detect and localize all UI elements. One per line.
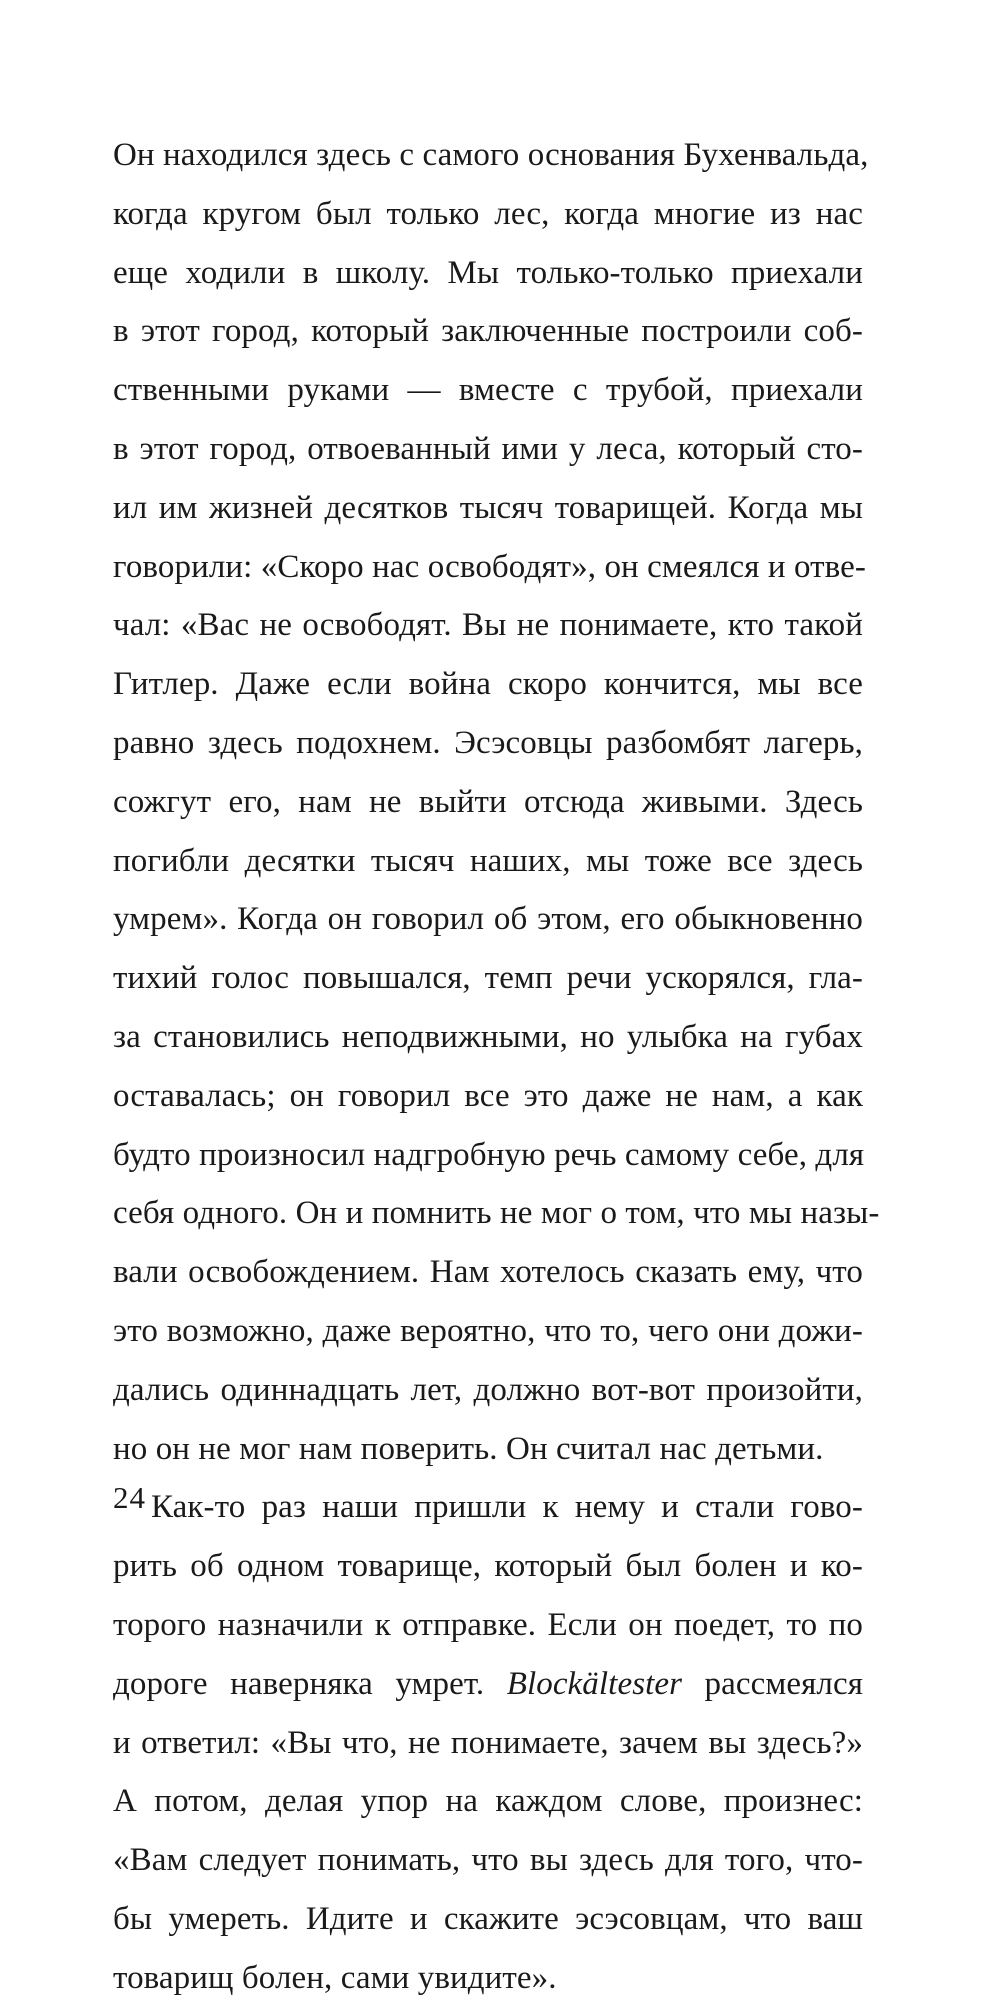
text-line: погибли десятки тысяч наших, мы тоже все здесь <box>113 842 863 879</box>
text-fragment: дороге наверняка умрет. <box>113 1665 507 1702</box>
text-line: тихий голос повышался, темп речи ускорялся, гла- <box>113 960 863 997</box>
text-line: Гитлер. Даже если война скоро кончится, мы все <box>113 666 863 703</box>
text-line: в этот город, отвоеванный ими у леса, который сто- <box>113 430 863 467</box>
text-line: себя одного. Он и помнить не мог о том, что мы назы- <box>113 1195 880 1232</box>
text-line: Он находился здесь с самого основания Бухенвальда, <box>113 137 869 173</box>
text-line-with-foreign-word <box>113 1655 863 1714</box>
text-line: товарищ болен, сами увидите». <box>113 1959 557 1996</box>
paragraph-2 <box>113 1478 863 2007</box>
text-line: оставалась; он говорил все это даже не нам, а как <box>113 1077 863 1114</box>
text-fragment: рассмеялся <box>682 1665 863 1702</box>
text-line: и ответил: «Вы что, не понимаете, зачем вы здесь?» <box>113 1724 863 1761</box>
text-line: торого назначили к отправке. Если он поедет, то по <box>113 1606 863 1643</box>
text-line: ственными руками — вместе с трубой, приехали <box>113 372 863 409</box>
body-text <box>113 126 880 2008</box>
text-line: говорили: «Скоро нас освободят», он смеялся и отве- <box>113 548 866 585</box>
text-line: рить об одном товарище, который был болен и ко- <box>113 1548 863 1585</box>
foreign-term: Blockältester <box>506 1665 683 1702</box>
text-line: будто произносил надгробную речь самому себе, для <box>113 1136 865 1173</box>
text-line: когда кругом был только лес, когда многие из нас <box>113 195 863 232</box>
text-line: еще ходили в школу. Мы только-только приехали <box>113 254 863 291</box>
text-line: бы умереть. Идите и скажите эсэсовцам, что ваш <box>113 1900 863 1937</box>
text-line: равно здесь подохнем. Эсэсовцы разбомбят лагерь, <box>113 724 863 761</box>
text-line: в этот город, который заключенные построили соб- <box>113 313 863 350</box>
text-line: ил им жизней десятков тысяч товарищей. Когда мы <box>113 489 863 526</box>
text-line: А потом, делая упор на каждом слове, произнес: <box>113 1783 863 1820</box>
text-line: но он не мог нам поверить. Он считал нас детьми. <box>113 1430 824 1467</box>
text-line: умрем». Когда он говорил об этом, его обыкновенно <box>113 901 863 938</box>
text-line: «Вам следует понимать, что вы здесь для того, что- <box>113 1842 863 1879</box>
text-line: Как-то раз наши пришли к нему и стали гово- <box>151 1489 863 1526</box>
page-number: 24 <box>113 1480 146 1515</box>
paragraph-1 <box>113 126 880 1478</box>
text-line: это возможно, даже вероятно, что то, чего они дожи- <box>113 1312 863 1349</box>
text-line: за становились неподвижными, но улыбка на губах <box>113 1018 863 1055</box>
text-line: дались одиннадцать лет, должно вот-вот произойти, <box>113 1371 863 1408</box>
text-line: чал: «Вас не освободят. Вы не понимаете, кто такой <box>113 607 863 644</box>
text-line: вали освобождением. Нам хотелось сказать ему, что <box>113 1254 863 1291</box>
text-line: сожгут его, нам не выйти отсюда живыми. Здесь <box>113 783 863 820</box>
